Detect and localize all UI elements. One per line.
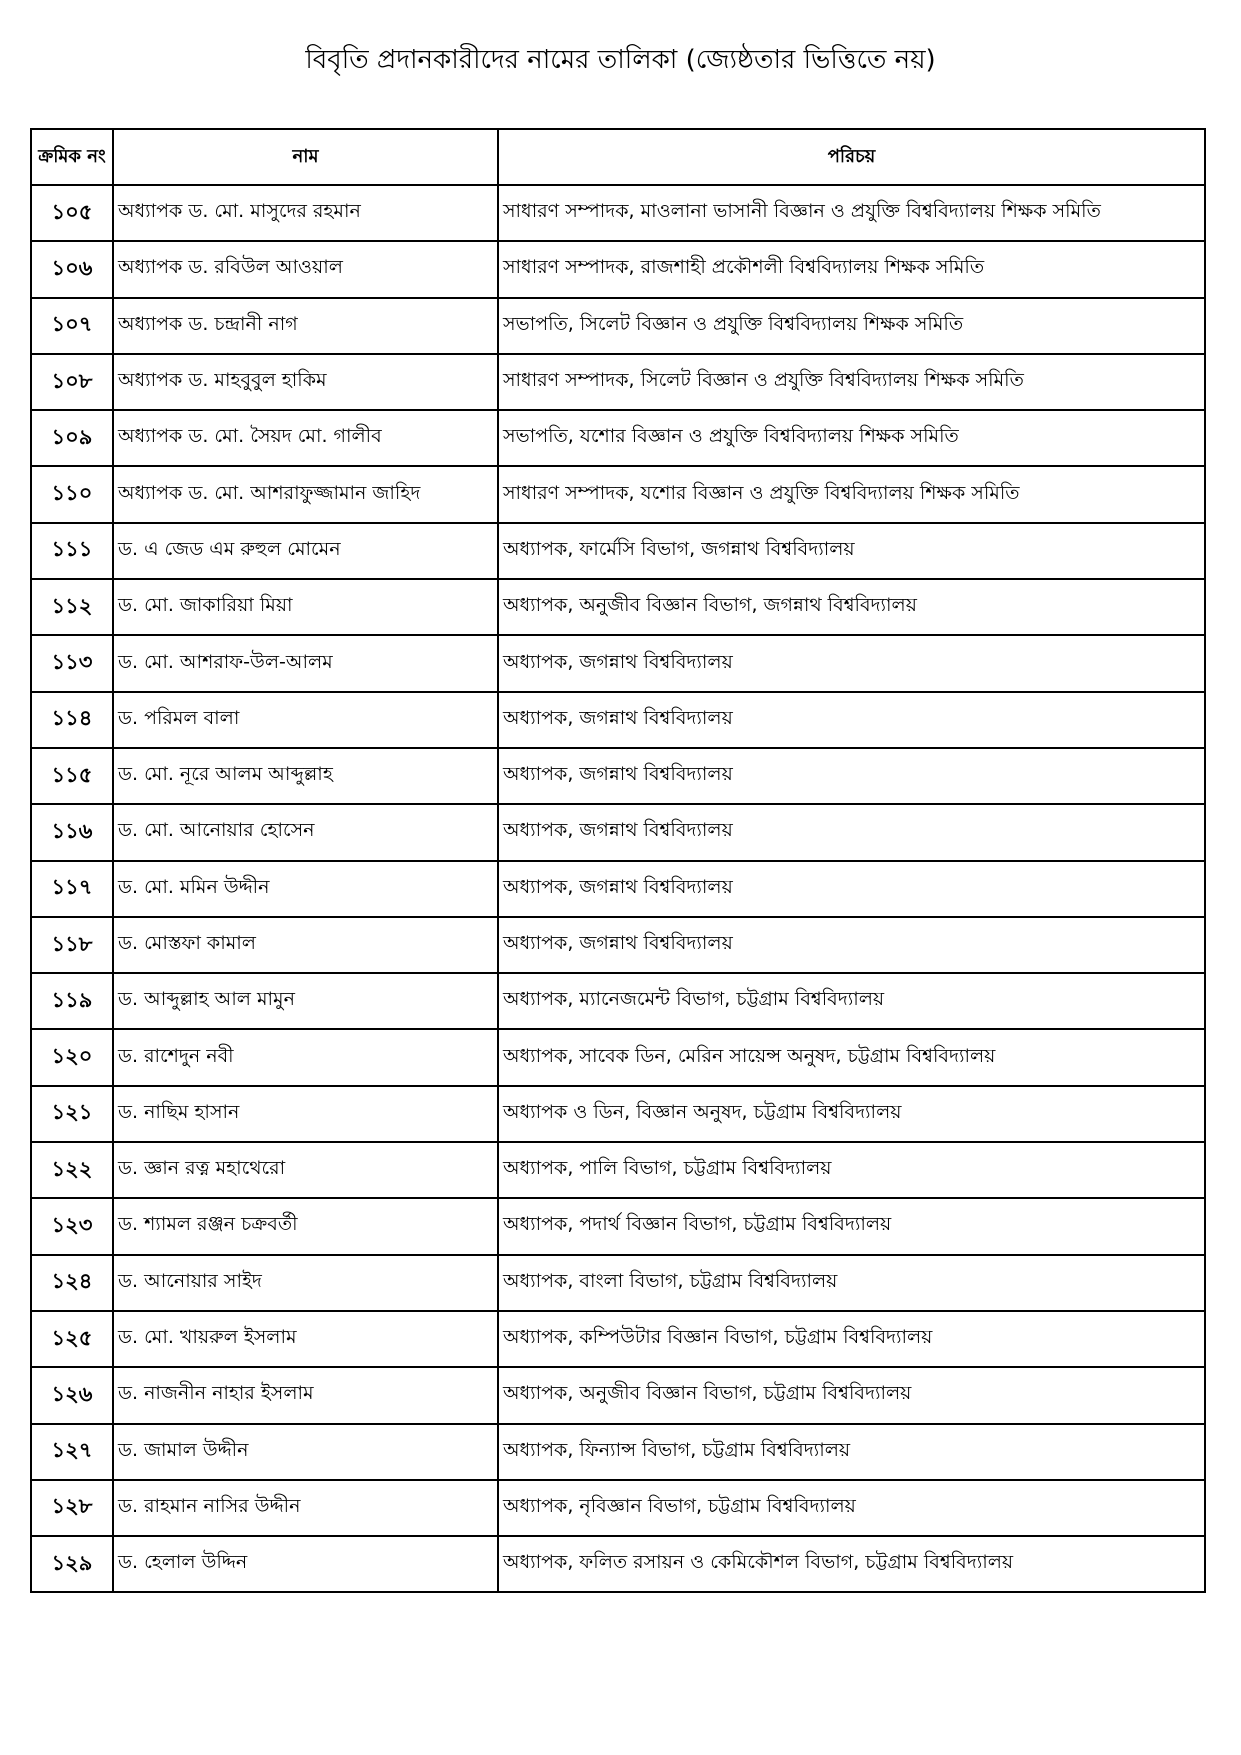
- serial-number: ১০৯: [31, 410, 113, 466]
- table-row: [31, 298, 1205, 354]
- signatory-designation: অধ্যাপক, ফিন্যান্স বিভাগ, চট্টগ্রাম বিশ্ববিদ্যালয়: [498, 1424, 1205, 1480]
- serial-number: ১১৪: [31, 692, 113, 748]
- signatory-name: অধ্যাপক ড. মো. মাসুদের রহমান: [113, 185, 498, 241]
- table-row: [31, 185, 1205, 241]
- signatory-designation: অধ্যাপক, ফার্মেসি বিভাগ, জগন্নাথ বিশ্ববিদ্যালয়: [498, 523, 1205, 579]
- serial-number: ১২৪: [31, 1255, 113, 1311]
- signatory-designation: অধ্যাপক, পালি বিভাগ, চট্টগ্রাম বিশ্ববিদ্যালয়: [498, 1142, 1205, 1198]
- signatory-designation: অধ্যাপক, পদার্থ বিজ্ঞান বিভাগ, চট্টগ্রাম বিশ্ববিদ্যালয়: [498, 1198, 1205, 1254]
- serial-number: ১১৭: [31, 861, 113, 917]
- signatory-designation: অধ্যাপক, অনুজীব বিজ্ঞান বিভাগ, জগন্নাথ বিশ্ববিদ্যালয়: [498, 579, 1205, 635]
- signatory-designation: অধ্যাপক, জগন্নাথ বিশ্ববিদ্যালয়: [498, 692, 1205, 748]
- signatory-name: ড. মো. নূরে আলম আব্দুল্লাহ: [113, 748, 498, 804]
- signatory-name: ড. এ জেড এম রুহুল মোমেন: [113, 523, 498, 579]
- signatory-designation: অধ্যাপক, জগন্নাথ বিশ্ববিদ্যালয়: [498, 748, 1205, 804]
- table-row: [31, 973, 1205, 1029]
- signatory-designation: অধ্যাপক, জগন্নাথ বিশ্ববিদ্যালয়: [498, 635, 1205, 691]
- serial-number: ১০৭: [31, 298, 113, 354]
- signatory-designation: অধ্যাপক, ম্যানেজমেন্ট বিভাগ, চট্টগ্রাম বিশ্ববিদ্যালয়: [498, 973, 1205, 1029]
- table-row: [31, 579, 1205, 635]
- table-row: [31, 1536, 1205, 1592]
- table-row: [31, 1480, 1205, 1536]
- serial-number: ১১৬: [31, 804, 113, 860]
- signatory-name: ড. পরিমল বালা: [113, 692, 498, 748]
- signatory-designation: অধ্যাপক, জগন্নাথ বিশ্ববিদ্যালয়: [498, 917, 1205, 973]
- signatories-table: [30, 128, 1206, 1593]
- table-row: [31, 1142, 1205, 1198]
- signatory-designation: অধ্যাপক, ফলিত রসায়ন ও কেমিকৌশল বিভাগ, চট্টগ্রাম বিশ্ববিদ্যালয়: [498, 1536, 1205, 1592]
- signatory-designation: সাধারণ সম্পাদক, সিলেট বিজ্ঞান ও প্রযুক্তি বিশ্ববিদ্যালয় শিক্ষক সমিতি: [498, 354, 1205, 410]
- table-row: [31, 917, 1205, 973]
- serial-number: ১০৬: [31, 241, 113, 297]
- table-row: [31, 1255, 1205, 1311]
- signatory-name: ড. শ্যামল রঞ্জন চক্রবর্তী: [113, 1198, 498, 1254]
- signatory-designation: অধ্যাপক, জগন্নাথ বিশ্ববিদ্যালয়: [498, 804, 1205, 860]
- signatory-name: ড. আব্দুল্লাহ আল মামুন: [113, 973, 498, 1029]
- table-row: [31, 410, 1205, 466]
- signatory-designation: অধ্যাপক ও ডিন, বিজ্ঞান অনুষদ, চট্টগ্রাম বিশ্ববিদ্যালয়: [498, 1086, 1205, 1142]
- serial-number: ১২৯: [31, 1536, 113, 1592]
- signatory-name: অধ্যাপক ড. রবিউল আওয়াল: [113, 241, 498, 297]
- serial-number: ১২৭: [31, 1424, 113, 1480]
- table-row: [31, 1198, 1205, 1254]
- serial-number: ১২৮: [31, 1480, 113, 1536]
- signatory-name: ড. জ্ঞান রত্ন মহাথেরো: [113, 1142, 498, 1198]
- serial-number: ১১১: [31, 523, 113, 579]
- signatory-designation: সাধারণ সম্পাদক, রাজশাহী প্রকৌশলী বিশ্ববিদ্যালয় শিক্ষক সমিতি: [498, 241, 1205, 297]
- signatory-designation: সভাপতি, সিলেট বিজ্ঞান ও প্রযুক্তি বিশ্ববিদ্যালয় শিক্ষক সমিতি: [498, 298, 1205, 354]
- table-row: [31, 1029, 1205, 1085]
- signatory-name: ড. জামাল উদ্দীন: [113, 1424, 498, 1480]
- table-row: [31, 523, 1205, 579]
- serial-number: ১২৫: [31, 1311, 113, 1367]
- signatory-name: ড. রাশেদুন নবী: [113, 1029, 498, 1085]
- serial-number: ১২২: [31, 1142, 113, 1198]
- table-row: [31, 804, 1205, 860]
- signatory-name: অধ্যাপক ড. মো. সৈয়দ মো. গালীব: [113, 410, 498, 466]
- signatory-designation: সভাপতি, যশোর বিজ্ঞান ও প্রযুক্তি বিশ্ববিদ্যালয় শিক্ষক সমিতি: [498, 410, 1205, 466]
- signatory-name: ড. মোস্তফা কামাল: [113, 917, 498, 973]
- signatory-designation: সাধারণ সম্পাদক, মাওলানা ভাসানী বিজ্ঞান ও প্রযুক্তি বিশ্ববিদ্যালয় শিক্ষক সমিতি: [498, 185, 1205, 241]
- header-name: নাম: [113, 129, 498, 185]
- signatory-name: অধ্যাপক ড. মাহবুবুল হাকিম: [113, 354, 498, 410]
- table-row: [31, 1424, 1205, 1480]
- header-serial: ক্রমিক নং: [31, 129, 113, 185]
- serial-number: ১১২: [31, 579, 113, 635]
- serial-number: ১২০: [31, 1029, 113, 1085]
- signatory-designation: অধ্যাপক, কম্পিউটার বিজ্ঞান বিভাগ, চট্টগ্রাম বিশ্ববিদ্যালয়: [498, 1311, 1205, 1367]
- signatory-name: ড. মো. আনোয়ার হোসেন: [113, 804, 498, 860]
- signatory-name: ড. মো. জাকারিয়া মিয়া: [113, 579, 498, 635]
- signatory-name: ড. হেলাল উদ্দিন: [113, 1536, 498, 1592]
- table-row: [31, 861, 1205, 917]
- signatory-designation: সাধারণ সম্পাদক, যশোর বিজ্ঞান ও প্রযুক্তি বিশ্ববিদ্যালয় শিক্ষক সমিতি: [498, 466, 1205, 522]
- signatory-designation: অধ্যাপক, সাবেক ডিন, মেরিন সায়েন্স অনুষদ, চট্টগ্রাম বিশ্ববিদ্যালয়: [498, 1029, 1205, 1085]
- serial-number: ১১৯: [31, 973, 113, 1029]
- table-row: [31, 748, 1205, 804]
- header-intro: পরিচয়: [498, 129, 1205, 185]
- serial-number: ১২১: [31, 1086, 113, 1142]
- serial-number: ১২৬: [31, 1367, 113, 1423]
- serial-number: ১০৫: [31, 185, 113, 241]
- serial-number: ১১৮: [31, 917, 113, 973]
- table-row: [31, 241, 1205, 297]
- table-row: [31, 354, 1205, 410]
- signatory-name: ড. মো. মমিন উদ্দীন: [113, 861, 498, 917]
- table-row: [31, 635, 1205, 691]
- table-row: [31, 1086, 1205, 1142]
- table-body: [31, 185, 1205, 1592]
- signatory-name: অধ্যাপক ড. চন্দ্রানী নাগ: [113, 298, 498, 354]
- signatory-designation: অধ্যাপক, নৃবিজ্ঞান বিভাগ, চট্টগ্রাম বিশ্ববিদ্যালয়: [498, 1480, 1205, 1536]
- signatory-designation: অধ্যাপক, অনুজীব বিজ্ঞান বিভাগ, চট্টগ্রাম বিশ্ববিদ্যালয়: [498, 1367, 1205, 1423]
- signatory-name: ড. মো. খায়রুল ইসলাম: [113, 1311, 498, 1367]
- serial-number: ১১৩: [31, 635, 113, 691]
- page-title: বিবৃতি প্রদানকারীদের নামের তালিকা (জ্যেষ্ঠতার ভিত্তিতে নয়): [305, 45, 936, 75]
- signatory-name: ড. নাজনীন নাহার ইসলাম: [113, 1367, 498, 1423]
- table-header: [31, 129, 1205, 185]
- serial-number: ১০৮: [31, 354, 113, 410]
- signatory-designation: অধ্যাপক, বাংলা বিভাগ, চট্টগ্রাম বিশ্ববিদ্যালয়: [498, 1255, 1205, 1311]
- header-row: [31, 129, 1205, 185]
- signatory-name: ড. আনোয়ার সাইদ: [113, 1255, 498, 1311]
- serial-number: ১১৫: [31, 748, 113, 804]
- table-row: [31, 466, 1205, 522]
- table-row: [31, 1367, 1205, 1423]
- table-row: [31, 1311, 1205, 1367]
- table-row: [31, 692, 1205, 748]
- signatory-name: অধ্যাপক ড. মো. আশরাফুজ্জামান জাহিদ: [113, 466, 498, 522]
- signatory-designation: অধ্যাপক, জগন্নাথ বিশ্ববিদ্যালয়: [498, 861, 1205, 917]
- signatory-name: ড. রাহমান নাসির উদ্দীন: [113, 1480, 498, 1536]
- signatory-name: ড. মো. আশরাফ-উল-আলম: [113, 635, 498, 691]
- serial-number: ১২৩: [31, 1198, 113, 1254]
- serial-number: ১১০: [31, 466, 113, 522]
- signatory-name: ড. নাছিম হাসান: [113, 1086, 498, 1142]
